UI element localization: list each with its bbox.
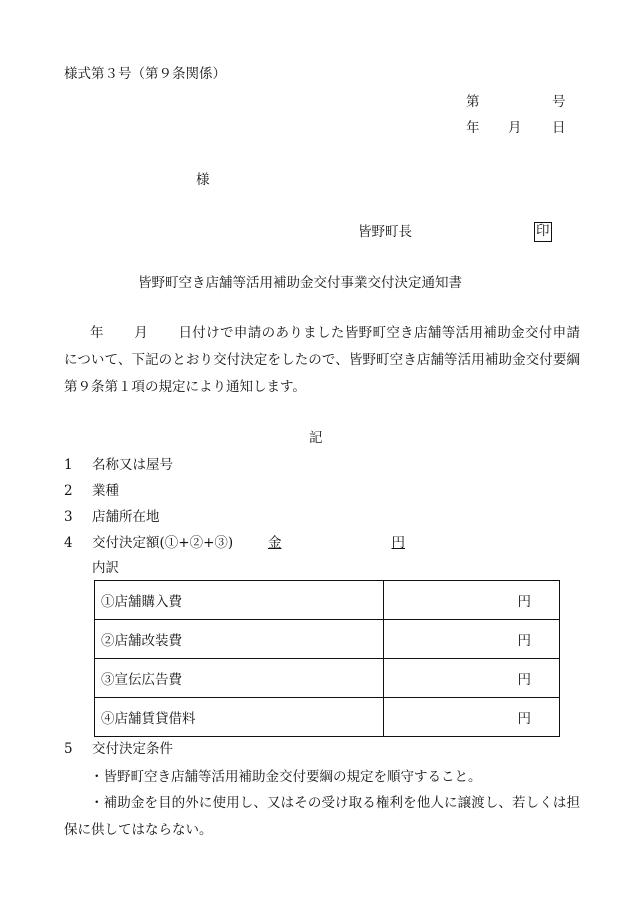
seal-mark: 印 [534,222,552,242]
number-dai: 第 [466,94,480,110]
addressee-sama: 様 [196,172,210,188]
breakdown-amount-unit: 円 [384,581,560,620]
amount-prefix: 金 [268,535,282,551]
issuer-title: 皆野町長 [358,224,412,240]
date-month: 月 [508,120,522,136]
breakdown-amount-unit: 円 [384,620,560,659]
ki-heading: 記 [309,430,323,446]
table-row [95,698,560,737]
breakdown-table [94,580,560,737]
item-3-num: 3 [64,509,73,525]
condition-bullet: ・皆野町空き店舗等活用補助金交付要綱の規定を順守すること。 [90,769,482,785]
item-4-label: 交付決定額(①+②+③) [92,535,234,551]
body-paragraph [64,320,580,401]
item-5-num: 5 [64,741,73,757]
date-year: 年 [466,120,480,136]
body-text: 日付けで申請のありました皆野町空き店舗等活用補助金交付申請について、下記のとおり交付決定をしたので、皆野町空き店舗等活用補助金交付要綱第９条第１項の規定により通知します。 [64,325,580,395]
item-5-label: 交付決定条件 [92,741,173,757]
breakdown-item: ③宣伝広告費 [95,659,384,698]
number-go: 号 [552,94,566,110]
item-1-num: 1 [64,457,73,473]
body-year: 年 [90,325,104,341]
item-2-num: 2 [64,483,73,499]
item-1-label: 名称又は屋号 [92,457,173,473]
body-month: 月 [133,325,149,341]
condition-bullet: ・補助金を目的外に使用し、又はその受け取る権利を他人に譲渡し、若しくは担保に供してはならない。 [64,795,580,838]
breakdown-label: 内訳 [92,560,119,576]
table-row [95,581,560,620]
breakdown-item: ②店舗改装費 [95,620,384,659]
date-day: 日 [552,120,566,136]
document-title: 皆野町空き店舗等活用補助金交付事業交付決定通知書 [138,275,462,291]
amount-line [268,537,405,551]
form-header: 様式第３号（第９条関係） [64,66,226,82]
breakdown-item: ④店舗賃貸借料 [95,698,384,737]
breakdown-amount-unit: 円 [384,698,560,737]
table-row [95,620,560,659]
breakdown-amount-unit: 円 [384,659,560,698]
amount-unit: 円 [391,535,405,551]
item-3-label: 店舗所在地 [92,509,160,525]
item-4-num: 4 [64,535,73,551]
breakdown-item: ①店舗購入費 [95,581,384,620]
item-2-label: 業種 [92,483,119,499]
table-row [95,659,560,698]
